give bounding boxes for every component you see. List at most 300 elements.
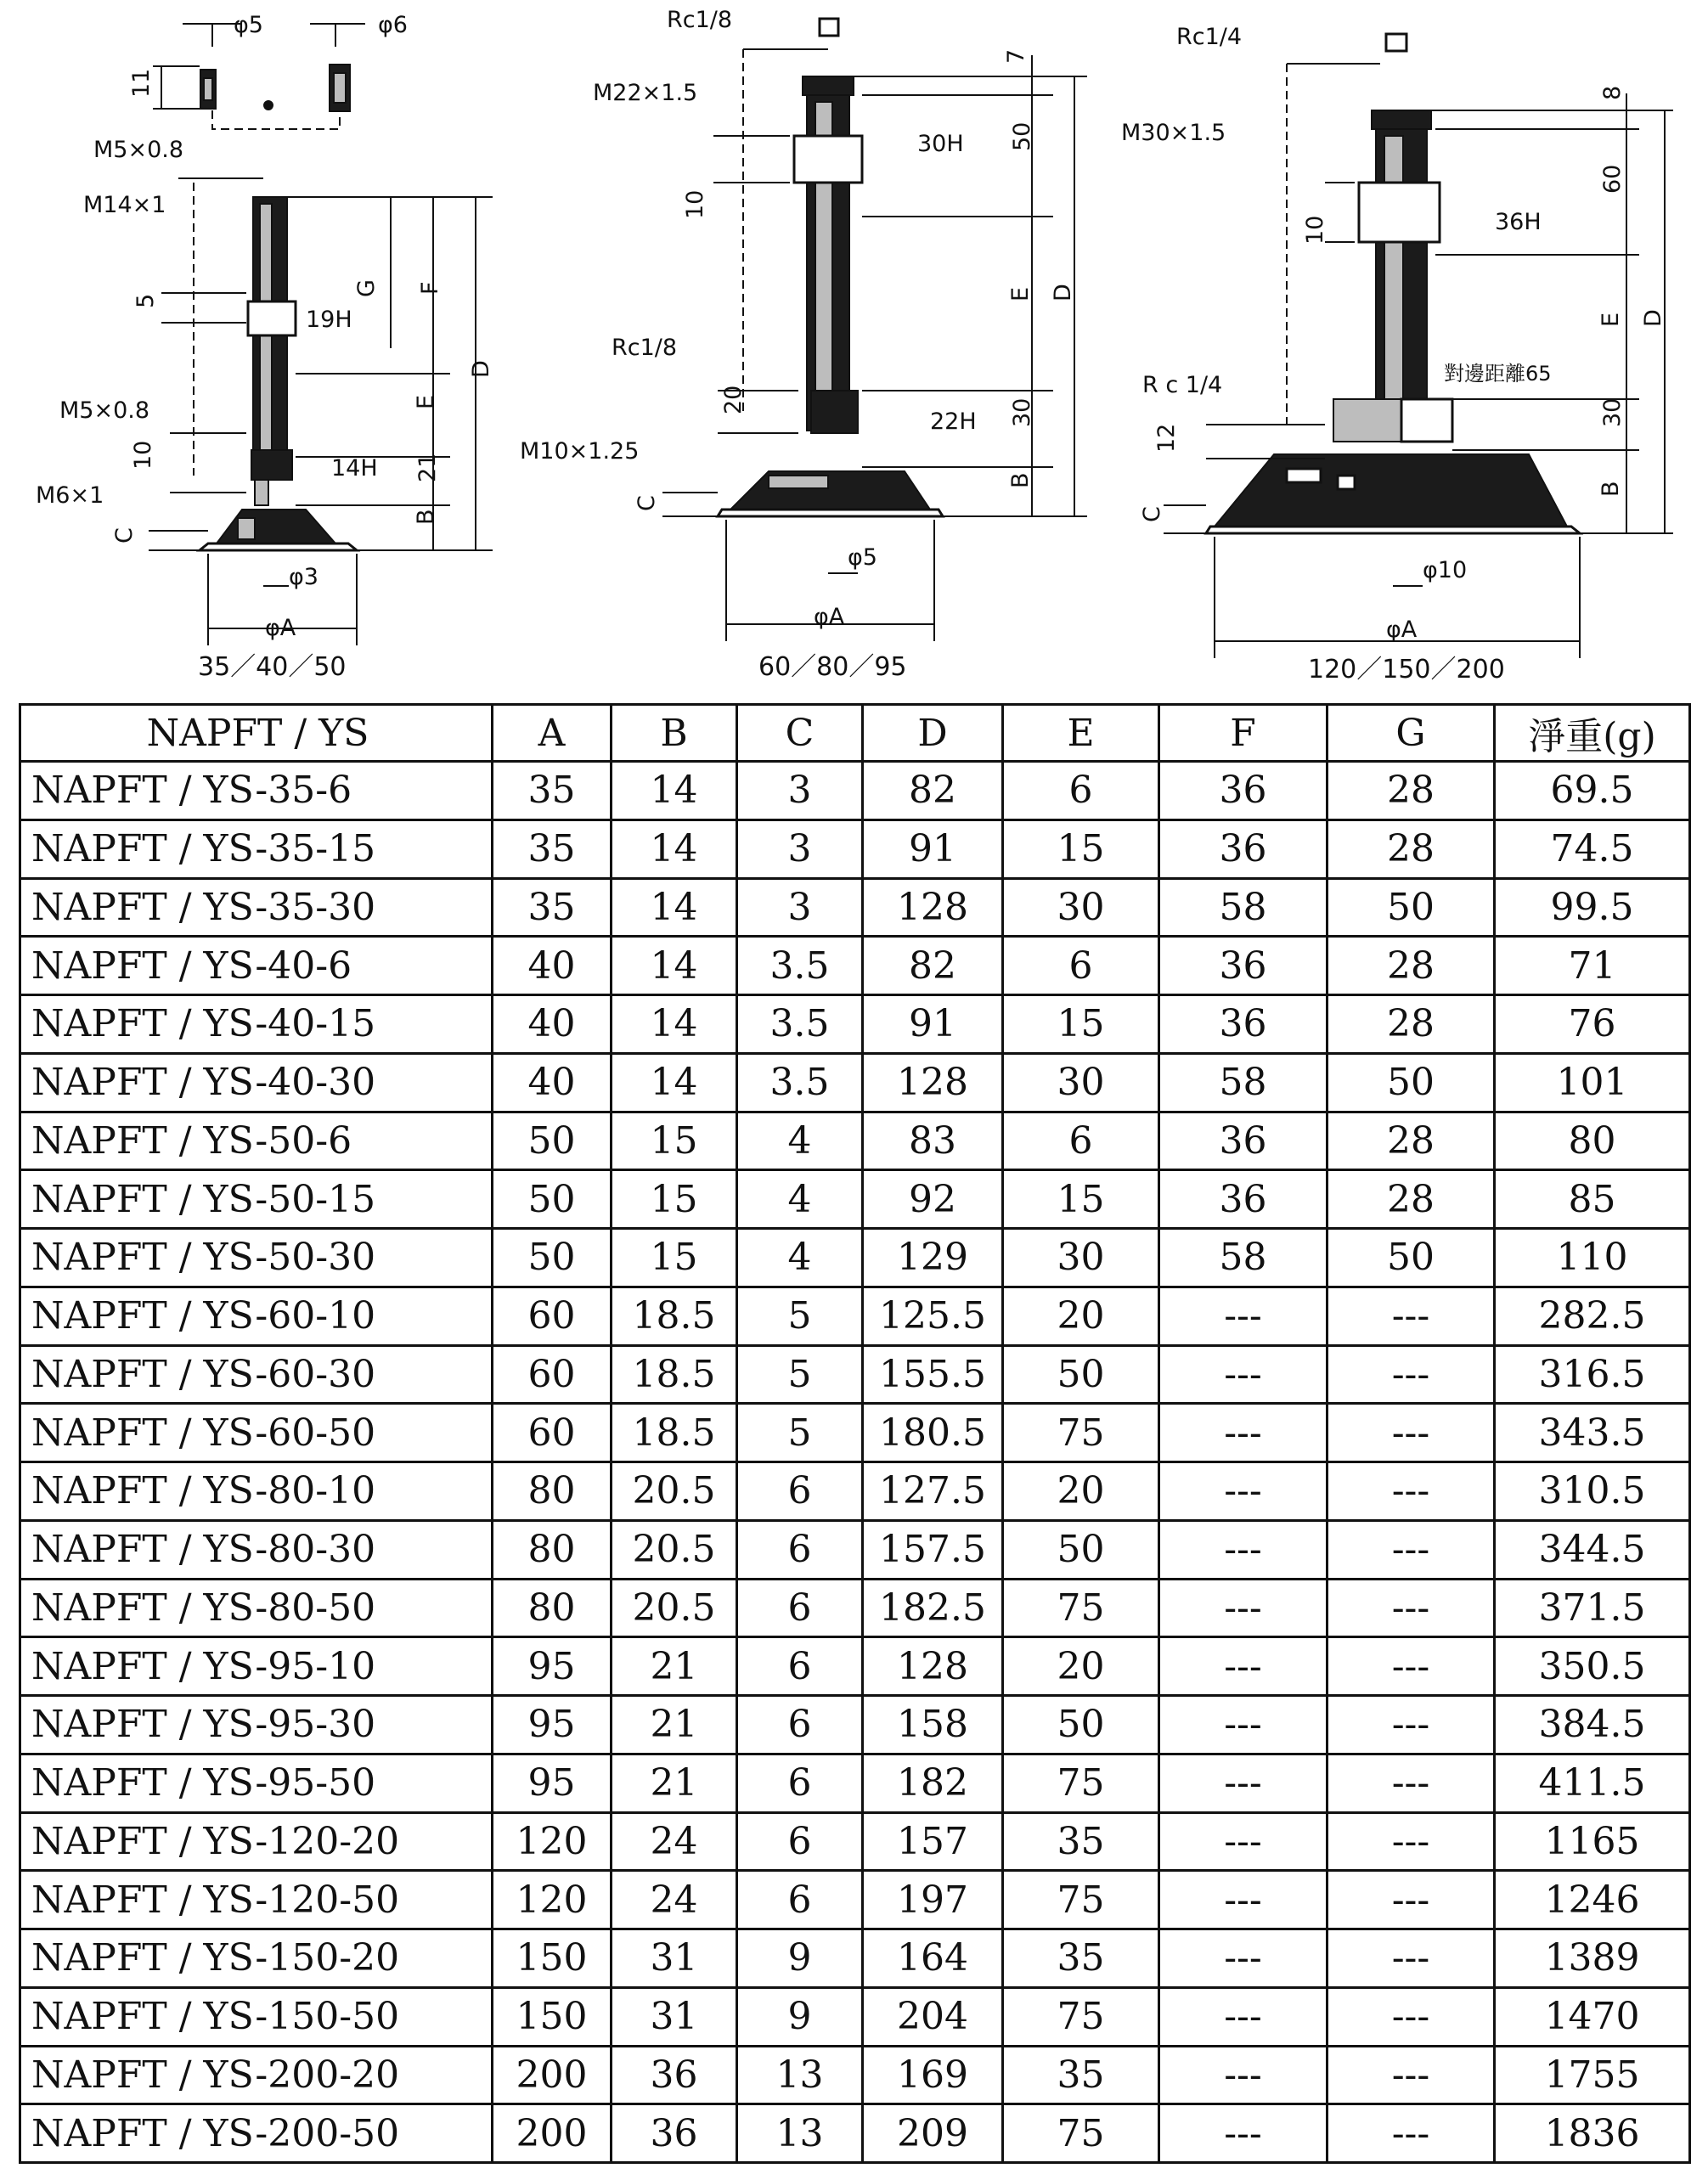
svg-text:30H: 30H xyxy=(917,131,964,157)
svg-text:C: C xyxy=(1139,506,1165,522)
cell-e: 35 xyxy=(1003,2046,1159,2104)
cell-g: 28 xyxy=(1328,937,1495,995)
cell-g: 28 xyxy=(1328,819,1495,878)
table-row xyxy=(20,1812,1690,1871)
cell-e: 20 xyxy=(1003,1462,1159,1521)
drawing-large-caption: 120／150／200 xyxy=(1308,655,1505,684)
cell-a: 95 xyxy=(493,1696,612,1754)
cell-b: 24 xyxy=(612,1871,737,1929)
cell-b: 18.5 xyxy=(612,1404,737,1462)
cell-a: 120 xyxy=(493,1812,612,1871)
cell-d: 128 xyxy=(863,1637,1003,1696)
cell-f: 36 xyxy=(1159,762,1328,820)
cell-a: 40 xyxy=(493,995,612,1054)
cell-g: --- xyxy=(1328,1579,1495,1637)
table-row xyxy=(20,1579,1690,1637)
cell-d: 209 xyxy=(863,2104,1003,2163)
cell-f: 36 xyxy=(1159,1112,1328,1170)
cell-b: 14 xyxy=(612,1053,737,1112)
svg-text:5: 5 xyxy=(132,293,159,308)
cell-d: 204 xyxy=(863,1987,1003,2046)
cell-a: 80 xyxy=(493,1520,612,1579)
svg-text:10: 10 xyxy=(130,440,156,470)
cell-e: 15 xyxy=(1003,995,1159,1054)
cell-a: 200 xyxy=(493,2046,612,2104)
cell-model: NAPFT / YS-120-20 xyxy=(20,1812,493,1871)
svg-text:M5×0.8: M5×0.8 xyxy=(93,137,184,163)
cell-c: 3.5 xyxy=(737,1053,863,1112)
svg-text:36H: 36H xyxy=(1495,209,1542,235)
cell-model: NAPFT / YS-60-50 xyxy=(20,1404,493,1462)
svg-text:M5×0.8: M5×0.8 xyxy=(59,397,150,424)
cell-d: 127.5 xyxy=(863,1462,1003,1521)
cell-a: 60 xyxy=(493,1287,612,1345)
cell-b: 14 xyxy=(612,762,737,820)
cell-weight: 350.5 xyxy=(1495,1637,1690,1696)
svg-text:φA: φA xyxy=(265,615,296,641)
cell-a: 35 xyxy=(493,878,612,937)
cell-a: 95 xyxy=(493,1754,612,1812)
table-row xyxy=(20,1462,1690,1521)
svg-text:φ10: φ10 xyxy=(1423,557,1468,583)
cell-model: NAPFT / YS-150-50 xyxy=(20,1987,493,2046)
header-model: NAPFT / YS xyxy=(20,705,493,762)
cell-f: --- xyxy=(1159,1812,1328,1871)
cell-weight: 74.5 xyxy=(1495,819,1690,878)
cell-c: 13 xyxy=(737,2046,863,2104)
svg-text:φA: φA xyxy=(1386,617,1418,643)
cell-e: 15 xyxy=(1003,819,1159,878)
cell-a: 150 xyxy=(493,1929,612,1988)
svg-text:B: B xyxy=(1007,472,1034,488)
cell-e: 50 xyxy=(1003,1520,1159,1579)
cell-weight: 80 xyxy=(1495,1112,1690,1170)
cell-model: NAPFT / YS-95-50 xyxy=(20,1754,493,1812)
cell-f: 58 xyxy=(1159,878,1328,937)
svg-text:D: D xyxy=(1640,309,1666,327)
table-row xyxy=(20,1871,1690,1929)
cell-a: 50 xyxy=(493,1229,612,1287)
table-body xyxy=(20,762,1690,2163)
cell-c: 3.5 xyxy=(737,937,863,995)
cell-model: NAPFT / YS-95-30 xyxy=(20,1696,493,1754)
cell-a: 35 xyxy=(493,819,612,878)
cell-e: 6 xyxy=(1003,937,1159,995)
table-row xyxy=(20,1929,1690,1988)
cell-g: --- xyxy=(1328,1345,1495,1404)
svg-text:φ6: φ6 xyxy=(378,12,408,38)
cell-c: 9 xyxy=(737,1929,863,1988)
cell-model: NAPFT / YS-40-15 xyxy=(20,995,493,1054)
cell-e: 30 xyxy=(1003,878,1159,937)
cell-f: --- xyxy=(1159,1404,1328,1462)
cell-b: 18.5 xyxy=(612,1345,737,1404)
specification-table xyxy=(19,703,1691,2164)
cell-f: --- xyxy=(1159,1987,1328,2046)
cell-model: NAPFT / YS-200-50 xyxy=(20,2104,493,2163)
cell-f: --- xyxy=(1159,1345,1328,1404)
cell-d: 125.5 xyxy=(863,1287,1003,1345)
cell-e: 15 xyxy=(1003,1170,1159,1229)
cell-weight: 1836 xyxy=(1495,2104,1690,2163)
cell-weight: 371.5 xyxy=(1495,1579,1690,1637)
drawing-medium-caption: 60／80／95 xyxy=(758,652,907,682)
cell-c: 3 xyxy=(737,762,863,820)
header-d: D xyxy=(863,705,1003,762)
cell-weight: 344.5 xyxy=(1495,1520,1690,1579)
cell-model: NAPFT / YS-80-10 xyxy=(20,1462,493,1521)
drawing-small xyxy=(36,12,494,682)
cell-model: NAPFT / YS-35-6 xyxy=(20,762,493,820)
cell-g: 28 xyxy=(1328,762,1495,820)
cell-g: --- xyxy=(1328,2104,1495,2163)
cell-weight: 282.5 xyxy=(1495,1287,1690,1345)
cell-weight: 316.5 xyxy=(1495,1345,1690,1404)
table-row xyxy=(20,1053,1690,1112)
cell-d: 83 xyxy=(863,1112,1003,1170)
cell-a: 60 xyxy=(493,1345,612,1404)
cell-e: 75 xyxy=(1003,1871,1159,1929)
cell-d: 128 xyxy=(863,1053,1003,1112)
cell-weight: 1389 xyxy=(1495,1929,1690,1988)
cell-a: 95 xyxy=(493,1637,612,1696)
table-row xyxy=(20,1987,1690,2046)
cell-b: 20.5 xyxy=(612,1462,737,1521)
cell-weight: 343.5 xyxy=(1495,1404,1690,1462)
cell-weight: 1470 xyxy=(1495,1987,1690,2046)
svg-text:30: 30 xyxy=(1009,397,1035,427)
cell-d: 82 xyxy=(863,762,1003,820)
cell-f: --- xyxy=(1159,2046,1328,2104)
cell-b: 20.5 xyxy=(612,1520,737,1579)
cell-model: NAPFT / YS-80-50 xyxy=(20,1579,493,1637)
table-row xyxy=(20,1287,1690,1345)
svg-text:7: 7 xyxy=(1003,48,1029,64)
cell-b: 31 xyxy=(612,1987,737,2046)
cell-b: 21 xyxy=(612,1637,737,1696)
cell-e: 6 xyxy=(1003,762,1159,820)
cell-g: --- xyxy=(1328,1404,1495,1462)
cell-f: --- xyxy=(1159,1929,1328,1988)
cell-d: 180.5 xyxy=(863,1404,1003,1462)
cell-c: 6 xyxy=(737,1812,863,1871)
cell-weight: 1165 xyxy=(1495,1812,1690,1871)
cell-b: 15 xyxy=(612,1229,737,1287)
cell-d: 164 xyxy=(863,1929,1003,1988)
cell-weight: 411.5 xyxy=(1495,1754,1690,1812)
cell-e: 75 xyxy=(1003,1754,1159,1812)
cell-a: 150 xyxy=(493,1987,612,2046)
table-row xyxy=(20,1112,1690,1170)
cell-model: NAPFT / YS-50-6 xyxy=(20,1112,493,1170)
cell-e: 6 xyxy=(1003,1112,1159,1170)
cell-e: 35 xyxy=(1003,1929,1159,1988)
svg-text:M6×1: M6×1 xyxy=(36,482,104,509)
svg-text:10: 10 xyxy=(682,189,708,219)
cell-f: 36 xyxy=(1159,1170,1328,1229)
cell-f: --- xyxy=(1159,1287,1328,1345)
cell-e: 50 xyxy=(1003,1696,1159,1754)
cell-model: NAPFT / YS-200-20 xyxy=(20,2046,493,2104)
cell-e: 75 xyxy=(1003,1987,1159,2046)
cell-g: 50 xyxy=(1328,878,1495,937)
svg-text:M14×1: M14×1 xyxy=(83,192,166,218)
cell-c: 4 xyxy=(737,1112,863,1170)
cell-b: 31 xyxy=(612,1929,737,1988)
cell-c: 6 xyxy=(737,1520,863,1579)
cell-e: 20 xyxy=(1003,1287,1159,1345)
cell-weight: 384.5 xyxy=(1495,1696,1690,1754)
cell-c: 13 xyxy=(737,2104,863,2163)
table-row xyxy=(20,1754,1690,1812)
svg-text:14H: 14H xyxy=(331,455,378,482)
svg-text:φA: φA xyxy=(814,604,845,630)
cell-b: 21 xyxy=(612,1754,737,1812)
cell-model: NAPFT / YS-50-15 xyxy=(20,1170,493,1229)
cell-model: NAPFT / YS-60-10 xyxy=(20,1287,493,1345)
cell-c: 4 xyxy=(737,1229,863,1287)
cell-weight: 76 xyxy=(1495,995,1690,1054)
cell-b: 14 xyxy=(612,878,737,937)
table-row xyxy=(20,1696,1690,1754)
cell-g: --- xyxy=(1328,1462,1495,1521)
svg-text:G: G xyxy=(353,279,380,297)
cell-g: --- xyxy=(1328,1287,1495,1345)
cell-e: 50 xyxy=(1003,1345,1159,1404)
cell-f: --- xyxy=(1159,1579,1328,1637)
cell-f: --- xyxy=(1159,1754,1328,1812)
cell-d: 157.5 xyxy=(863,1520,1003,1579)
cell-model: NAPFT / YS-80-30 xyxy=(20,1520,493,1579)
cell-g: --- xyxy=(1328,1696,1495,1754)
cell-model: NAPFT / YS-95-10 xyxy=(20,1637,493,1696)
cell-a: 50 xyxy=(493,1112,612,1170)
cell-b: 14 xyxy=(612,995,737,1054)
cell-a: 80 xyxy=(493,1462,612,1521)
cell-a: 40 xyxy=(493,1053,612,1112)
cell-e: 75 xyxy=(1003,1404,1159,1462)
cell-g: 50 xyxy=(1328,1053,1495,1112)
table-row xyxy=(20,1520,1690,1579)
cell-model: NAPFT / YS-40-30 xyxy=(20,1053,493,1112)
cell-b: 36 xyxy=(612,2046,737,2104)
svg-text:D: D xyxy=(1050,284,1076,301)
table-header-row xyxy=(20,705,1690,762)
svg-text:E: E xyxy=(1007,286,1034,301)
cell-a: 80 xyxy=(493,1579,612,1637)
svg-text:E: E xyxy=(1598,312,1624,327)
cell-d: 155.5 xyxy=(863,1345,1003,1404)
cell-d: 182 xyxy=(863,1754,1003,1812)
cell-weight: 1246 xyxy=(1495,1871,1690,1929)
cell-e: 20 xyxy=(1003,1637,1159,1696)
svg-text:21: 21 xyxy=(414,453,441,482)
cell-b: 36 xyxy=(612,2104,737,2163)
cell-c: 3 xyxy=(737,819,863,878)
cell-b: 14 xyxy=(612,937,737,995)
cell-d: 128 xyxy=(863,878,1003,937)
svg-text:F: F xyxy=(417,281,443,295)
cell-d: 129 xyxy=(863,1229,1003,1287)
cell-f: --- xyxy=(1159,1871,1328,1929)
cell-a: 120 xyxy=(493,1871,612,1929)
table-row xyxy=(20,1170,1690,1229)
cell-g: 28 xyxy=(1328,1112,1495,1170)
table-row xyxy=(20,878,1690,937)
cell-b: 24 xyxy=(612,1812,737,1871)
cell-f: --- xyxy=(1159,1520,1328,1579)
cell-c: 6 xyxy=(737,1754,863,1812)
cell-g: 28 xyxy=(1328,995,1495,1054)
svg-text:φ3: φ3 xyxy=(289,564,318,590)
svg-text:8: 8 xyxy=(1599,85,1626,100)
cell-g: --- xyxy=(1328,2046,1495,2104)
cell-d: 197 xyxy=(863,1871,1003,1929)
cell-c: 9 xyxy=(737,1987,863,2046)
svg-text:11: 11 xyxy=(128,68,155,98)
technical-drawings xyxy=(0,0,1708,688)
svg-text:D: D xyxy=(468,360,494,378)
svg-text:12: 12 xyxy=(1153,423,1180,453)
cell-model: NAPFT / YS-150-20 xyxy=(20,1929,493,1988)
cell-f: --- xyxy=(1159,1637,1328,1696)
table-row xyxy=(20,1404,1690,1462)
cell-b: 15 xyxy=(612,1112,737,1170)
cell-d: 158 xyxy=(863,1696,1003,1754)
cell-c: 6 xyxy=(737,1871,863,1929)
cell-c: 5 xyxy=(737,1345,863,1404)
header-f: F xyxy=(1159,705,1328,762)
cell-e: 75 xyxy=(1003,2104,1159,2163)
svg-text:Rc1/8: Rc1/8 xyxy=(612,335,678,361)
cell-g: --- xyxy=(1328,1812,1495,1871)
cell-a: 60 xyxy=(493,1404,612,1462)
svg-text:B: B xyxy=(1598,481,1624,497)
cell-f: 58 xyxy=(1159,1229,1328,1287)
cell-weight: 1755 xyxy=(1495,2046,1690,2104)
cell-f: 36 xyxy=(1159,937,1328,995)
cell-g: --- xyxy=(1328,1987,1495,2046)
table-row xyxy=(20,2104,1690,2163)
cell-a: 50 xyxy=(493,1170,612,1229)
table-row xyxy=(20,819,1690,878)
svg-text:M22×1.5: M22×1.5 xyxy=(593,80,698,106)
cell-model: NAPFT / YS-35-30 xyxy=(20,878,493,937)
svg-text:Rc1/8: Rc1/8 xyxy=(667,7,733,33)
cell-c: 6 xyxy=(737,1462,863,1521)
header-weight: 淨重(g) xyxy=(1495,705,1690,762)
svg-text:C: C xyxy=(111,527,138,544)
cell-a: 200 xyxy=(493,2104,612,2163)
cell-c: 5 xyxy=(737,1404,863,1462)
cell-e: 30 xyxy=(1003,1053,1159,1112)
svg-text:E: E xyxy=(413,394,439,409)
svg-text:對邊距離65: 對邊距離65 xyxy=(1444,362,1552,386)
cell-g: --- xyxy=(1328,1637,1495,1696)
drawing-small-caption: 35／40／50 xyxy=(198,652,347,682)
cell-weight: 110 xyxy=(1495,1229,1690,1287)
svg-text:19H: 19H xyxy=(306,307,352,333)
header-g: G xyxy=(1328,705,1495,762)
cell-f: 58 xyxy=(1159,1053,1328,1112)
cell-model: NAPFT / YS-35-15 xyxy=(20,819,493,878)
table-row xyxy=(20,2046,1690,2104)
header-b: B xyxy=(612,705,737,762)
cell-f: 36 xyxy=(1159,995,1328,1054)
svg-text:M10×1.25: M10×1.25 xyxy=(520,438,640,465)
cell-g: --- xyxy=(1328,1871,1495,1929)
svg-text:Rc1/4: Rc1/4 xyxy=(1176,24,1243,50)
table-row xyxy=(20,1637,1690,1696)
cell-c: 3.5 xyxy=(737,995,863,1054)
cell-g: 28 xyxy=(1328,1170,1495,1229)
cell-g: --- xyxy=(1328,1520,1495,1579)
cell-model: NAPFT / YS-120-50 xyxy=(20,1871,493,1929)
cell-weight: 310.5 xyxy=(1495,1462,1690,1521)
cell-d: 92 xyxy=(863,1170,1003,1229)
header-c: C xyxy=(737,705,863,762)
svg-text:M30×1.5: M30×1.5 xyxy=(1121,120,1226,146)
cell-c: 6 xyxy=(737,1696,863,1754)
cell-model: NAPFT / YS-60-30 xyxy=(20,1345,493,1404)
cell-g: 50 xyxy=(1328,1229,1495,1287)
cell-f: 36 xyxy=(1159,819,1328,878)
cell-c: 4 xyxy=(737,1170,863,1229)
cell-weight: 99.5 xyxy=(1495,878,1690,937)
table-row xyxy=(20,762,1690,820)
svg-text:10: 10 xyxy=(1302,215,1328,245)
svg-text:φ5: φ5 xyxy=(848,544,877,571)
cell-weight: 69.5 xyxy=(1495,762,1690,820)
cell-b: 20.5 xyxy=(612,1579,737,1637)
cell-model: NAPFT / YS-40-6 xyxy=(20,937,493,995)
svg-text:30: 30 xyxy=(1599,397,1626,427)
cell-f: --- xyxy=(1159,1462,1328,1521)
svg-text:R c 1/4: R c 1/4 xyxy=(1142,372,1223,398)
cell-b: 14 xyxy=(612,819,737,878)
cell-weight: 101 xyxy=(1495,1053,1690,1112)
cell-g: --- xyxy=(1328,1754,1495,1812)
drawing-medium xyxy=(520,7,1087,682)
table-row xyxy=(20,937,1690,995)
svg-text:50: 50 xyxy=(1009,121,1035,151)
cell-b: 18.5 xyxy=(612,1287,737,1345)
cell-d: 157 xyxy=(863,1812,1003,1871)
svg-text:B: B xyxy=(413,509,439,525)
svg-text:20: 20 xyxy=(720,385,747,414)
svg-text:C: C xyxy=(634,495,660,511)
svg-text:60: 60 xyxy=(1599,164,1626,194)
drawing-large xyxy=(1121,24,1673,684)
cell-d: 91 xyxy=(863,995,1003,1054)
cell-b: 15 xyxy=(612,1170,737,1229)
header-a: A xyxy=(493,705,612,762)
cell-d: 82 xyxy=(863,937,1003,995)
cell-c: 3 xyxy=(737,878,863,937)
cell-weight: 71 xyxy=(1495,937,1690,995)
cell-f: --- xyxy=(1159,1696,1328,1754)
table-row xyxy=(20,995,1690,1054)
svg-text:22H: 22H xyxy=(930,408,977,435)
cell-d: 91 xyxy=(863,819,1003,878)
cell-e: 75 xyxy=(1003,1579,1159,1637)
cell-model: NAPFT / YS-50-30 xyxy=(20,1229,493,1287)
header-e: E xyxy=(1003,705,1159,762)
cell-c: 6 xyxy=(737,1637,863,1696)
cell-c: 5 xyxy=(737,1287,863,1345)
cell-b: 21 xyxy=(612,1696,737,1754)
cell-e: 35 xyxy=(1003,1812,1159,1871)
